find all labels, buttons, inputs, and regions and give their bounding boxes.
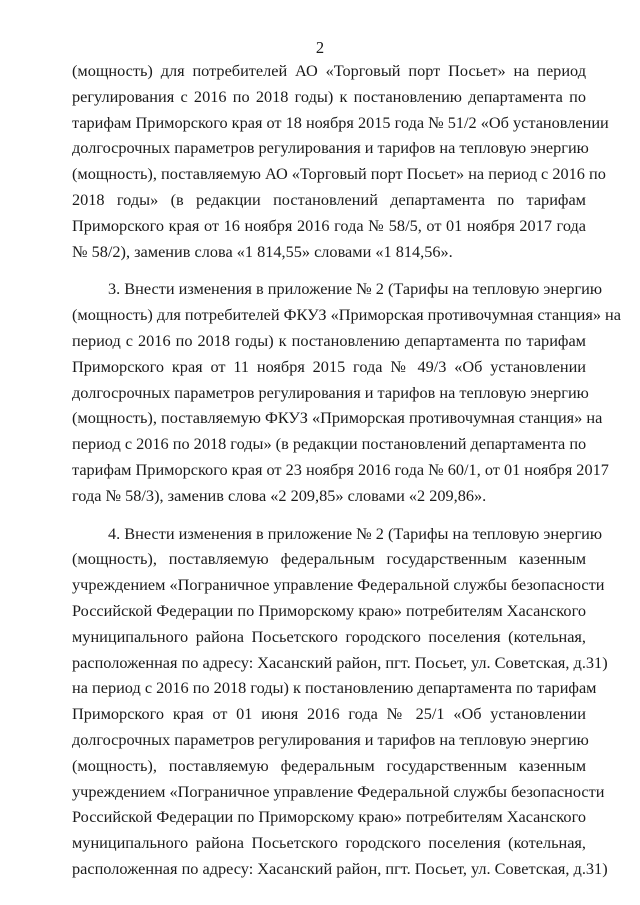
text-line: (мощность) для потребителей ФКУЗ «Приморская противочумная станция» на — [72, 305, 621, 325]
text-line: Российской Федерации по Приморскому краю» потребителям Хасанского — [72, 807, 586, 827]
text-line: долгосрочных параметров регулирования и тарифов на тепловую энергию — [72, 382, 589, 402]
paragraph-item-4 — [72, 521, 608, 882]
text-line: на период с 2016 по 2018 годы) к постановлению департамента по тарифам — [72, 678, 597, 698]
text-line: Российской Федерации по Приморскому краю» потребителям Хасанского — [72, 600, 586, 620]
text-line: № 58/2), заменив слова «1 814,55» словами «1 814,56». — [72, 241, 453, 261]
text-line: период с 2016 по 2018 годы» (в редакции постановлений департамента по — [72, 434, 587, 454]
paragraph-continuation — [72, 58, 609, 264]
text-line: 3. Внести изменения в приложение № 2 (Тарифы на тепловую энергию — [108, 279, 603, 299]
text-line: долгосрочных параметров регулирования и тарифов на тепловую энергию — [72, 729, 589, 749]
text-line: муниципального района Посьетского городского поселения (котельная, — [72, 833, 586, 853]
text-line: Приморского края от 01 июня 2016 года № 25/1 «Об установлении — [72, 704, 586, 724]
text-line: 4. Внести изменения в приложение № 2 (Тарифы на тепловую энергию — [108, 523, 603, 543]
text-line: (мощность), поставляемую АО «Торговый порт Посьет» на период с 2016 по — [72, 164, 606, 184]
text-line: (мощность), поставляемую федеральным государственным казенным — [72, 549, 586, 569]
text-line: расположенная по адресу: Хасанский район, пгт. Посьет, ул. Советская, д.31) — [72, 652, 608, 672]
text-line: Приморского края от 11 ноября 2015 года № 49/3 «Об установлении — [72, 356, 586, 376]
text-line: 2018 годы» (в редакции постановлений департамента по тарифам — [72, 189, 586, 209]
text-line: Приморского края от 16 ноября 2016 года № 58/5, от 01 ноября 2017 года — [72, 215, 586, 235]
text-line: расположенная по адресу: Хасанский район, пгт. Посьет, ул. Советская, д.31) — [72, 858, 608, 878]
text-line: (мощность) для потребителей АО «Торговый порт Посьет» на период — [72, 61, 586, 80]
document-body — [72, 58, 621, 882]
text-line: учреждением «Пограничное управление Федеральной службы безопасности — [72, 781, 605, 801]
paragraph-item-3 — [72, 276, 621, 508]
paragraph-gap — [72, 509, 586, 521]
text-line: (мощность), поставляемую федеральным государственным казенным — [72, 755, 586, 775]
text-line: тарифам Приморского края от 23 ноября 2016 года № 60/1, от 01 ноября 2017 — [72, 459, 609, 479]
paragraph-gap — [72, 264, 586, 276]
text-line: года № 58/3), заменив слова «2 209,85» словами «2 209,86». — [72, 485, 487, 505]
text-line: муниципального района Посьетского городского поселения (котельная, — [72, 626, 586, 646]
page-number: 2 — [315, 38, 325, 57]
text-line: период с 2016 по 2018 годы) к постановлению департамента по тарифам — [72, 330, 586, 350]
text-line: тарифам Приморского края от 18 ноября 2015 года № 51/2 «Об установлении — [72, 112, 609, 132]
text-line: долгосрочных параметров регулирования и тарифов на тепловую энергию — [72, 138, 589, 158]
text-line: учреждением «Пограничное управление Федеральной службы безопасности — [72, 575, 605, 595]
text-line: (мощность), поставляемую ФКУЗ «Приморская противочумная станция» на — [72, 408, 603, 428]
text-line: регулирования с 2016 по 2018 годы) к постановлению департамента по — [72, 86, 586, 106]
